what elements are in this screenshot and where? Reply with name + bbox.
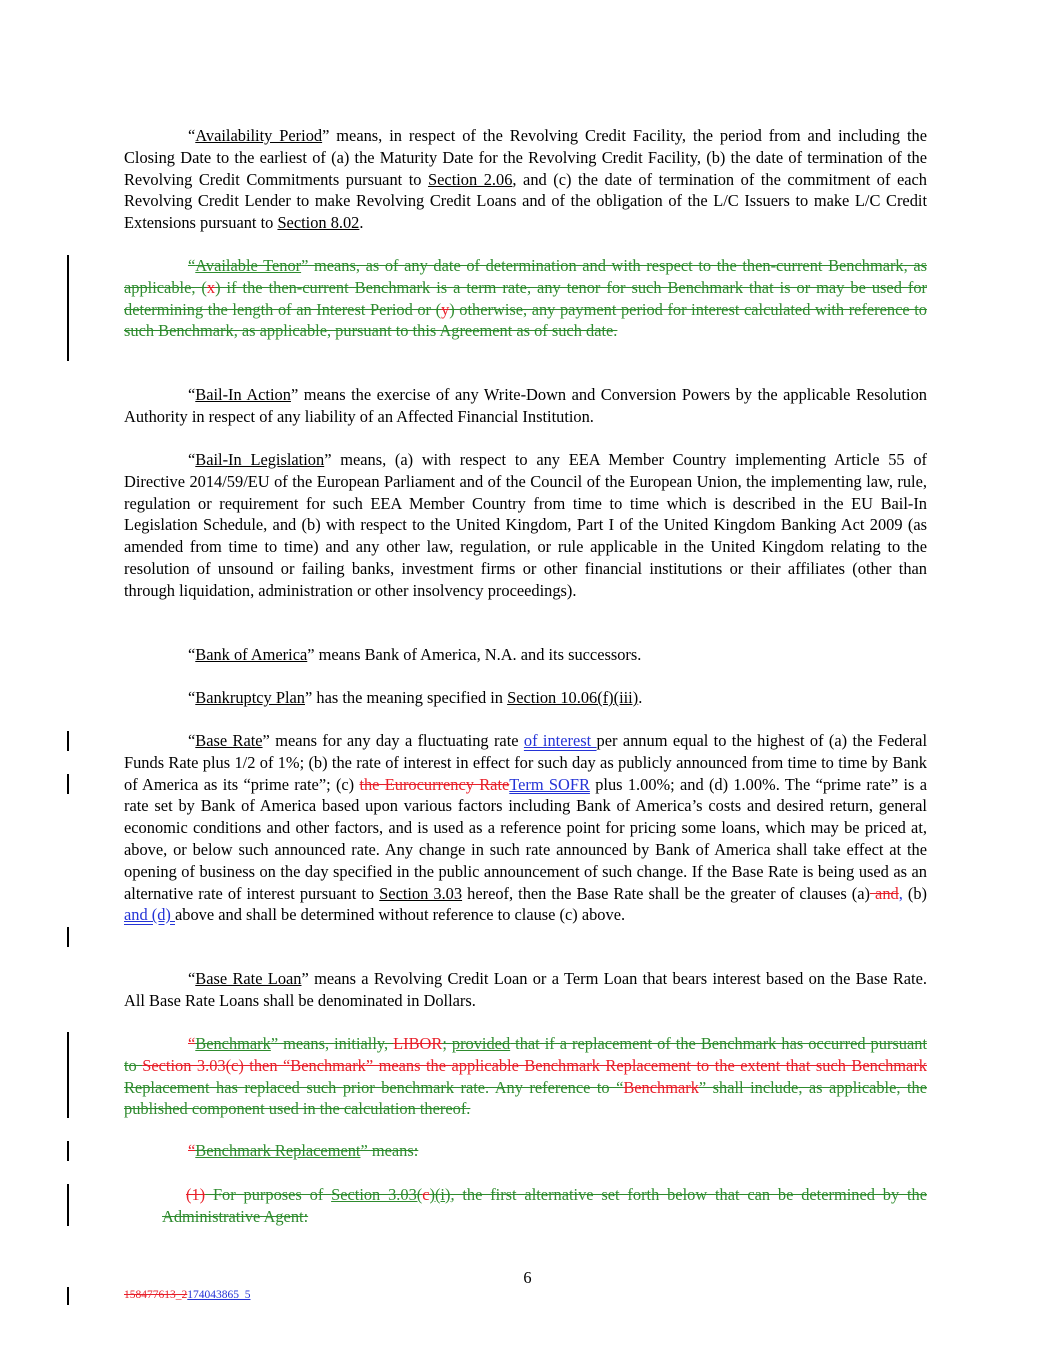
inserted-text: and (d) xyxy=(124,905,175,925)
defined-term: Bail-In Action xyxy=(195,385,291,404)
document-id-new: 174043865_5 xyxy=(187,1289,251,1301)
section-reference: Section 3.03 xyxy=(379,883,463,903)
inserted-text: , xyxy=(898,883,903,903)
section-reference: Section 3.03( xyxy=(331,1185,423,1204)
defined-term: Base Rate xyxy=(195,731,263,750)
definition-benchmark-deleted: “Benchmark” means, initially, LIBOR; provided that if a replacement of the Benchmark has occurred pursuant to Section 3.03(c) then “Benchmark” means the applicable Benchmark Replacement to the extent that such Benchmark Replacement has replaced such prior benchmark rate. Any reference to “Benchmark” shall include, as applicable, the published component used in the calculation thereof. xyxy=(124,1034,928,1119)
section-reference: Section 8.02 xyxy=(277,213,360,233)
definition-bail-in-action: “Bail-In Action” means the exercise of any Write-Down and Conversion Powers by the applicable Resolution Authority in respect of any liability of an Affected Financial Institution. xyxy=(124,385,928,426)
deleted-text: and xyxy=(869,883,899,903)
change-bar xyxy=(67,1184,69,1226)
defined-term: Base Rate Loan xyxy=(195,969,302,988)
page-number: 6 xyxy=(523,1268,532,1287)
defined-term: Benchmark xyxy=(195,1034,271,1053)
defined-term: Available Tenor xyxy=(195,256,302,275)
definition-bank-of-america: “Bank of America” means Bank of America, N.A. and its successors. xyxy=(188,645,642,664)
section-reference: Section 3.03(c) xyxy=(142,1055,244,1075)
change-bar xyxy=(67,927,69,947)
definition-bankruptcy-plan: “Bankruptcy Plan” has the meaning specified in Section 10.06(f)(iii). xyxy=(188,688,643,707)
section-reference: Section 2.06 xyxy=(428,169,513,189)
defined-term: Benchmark Replacement xyxy=(195,1141,361,1160)
definition-availability-period: “Availability Period” means, in respect of the Revolving Credit Facility, the period from and including the Closing Date to the earliest of (a) the Maturity Date for the Revolving Credit Facility, (b) the date of termination of the Revolving Credit Commitments pursuant to Section 2.06, and (c) the date of termination of the commitment of each Revolving Credit Lender to make Revolving Credit Loans and of the obligation of the L/C Issuers to make L/C Credit Extensions pursuant to Section 8.02. xyxy=(124,126,927,233)
change-bar xyxy=(67,1287,69,1305)
inserted-text: of interest xyxy=(523,731,597,750)
document-id-old: 158477613_2 xyxy=(124,1289,188,1301)
defined-term: Bankruptcy Plan xyxy=(195,688,305,707)
change-bar xyxy=(67,1032,69,1118)
definition-benchmark-replacement-deleted: “Benchmark Replacement” means: xyxy=(188,1141,419,1160)
document-id xyxy=(124,1289,251,1301)
benchmark-replacement-clause-1-deleted: (1) For purposes of Section 3.03(c)(i), the first alternative set forth below that can be determined by the Administrative Agent: xyxy=(162,1185,927,1226)
defined-term: Bail-In Legislation xyxy=(195,450,325,469)
change-bar xyxy=(67,255,69,361)
defined-term: Availability Period xyxy=(195,126,323,145)
change-bar xyxy=(67,774,69,794)
defined-term: Bank of America xyxy=(195,645,308,664)
change-bar xyxy=(67,731,69,751)
deleted-text: the Eurocurrency Rate xyxy=(359,774,510,794)
definition-base-rate: “Base Rate” means for any day a fluctuating rate of interest per annum equal to the highest of (a) the Federal Funds Rate plus 1/2 of 1%; (b) the rate of interest in effect for such day as publicly announced from time to time by Bank of America as its “prime rate”; (c) the Eurocurrency RateTerm SOFR plus 1.00%; and (d) 1.00%. The “prime rate” is a rate set by Bank of America based upon various factors including Bank of America’s costs and desired return, general economic conditions and other factors, and is used as a reference point for pricing some loans, which may be priced at, above, or below such announced rate. Any change in such rate announced by Bank of America shall take effect at the opening of business on the day specified in the public announcement of such change. If the Base Rate is being used as an alternative rate of interest pursuant to Section 3.03 hereof, then the Base Rate shall be the greater of clauses (a) and, (b) and (d) above and shall be determined without reference to clause (c) above. xyxy=(124,731,927,925)
definition-bail-in-legislation: “Bail-In Legislation” means, (a) with respect to any EEA Member Country implementing Article 55 of Directive 2014/59/EU of the European Parliament and of the Council of the European Union, the implementing law, rule, regulation or requirement for such EEA Member Country from time to time which is described in the EU Bail-In Legislation Schedule, and (b) with respect to the United Kingdom, Part I of the United Kingdom Banking Act 2009 (as amended from time to time) and any other law, regulation, or rule applicable in the United Kingdom relating to the resolution of unsound or failing banks, investment firms or other financial institutions or their affiliates (other than through liquidation, administration or other insolvency proceedings). xyxy=(124,450,927,600)
change-bar xyxy=(67,1141,69,1161)
section-reference: Section 10.06(f)(iii) xyxy=(507,688,639,707)
definition-base-rate-loan: “Base Rate Loan” means a Revolving Credit Loan or a Term Loan that bears interest based on the Base Rate. All Base Rate Loans shall be denominated in Dollars. xyxy=(124,969,927,1010)
definition-available-tenor-deleted: “Available Tenor” means, as of any date of determination and with respect to the then-current Benchmark, as applicable, (x) if the then-current Benchmark is a term rate, any tenor for such Benchmark that is or may be used for determining the length of an Interest Period or (y) otherwise, any payment period for interest calculated with reference to such Benchmark, as applicable, pursuant to this Agreement as of such date. xyxy=(124,256,927,341)
inserted-text: Term SOFR xyxy=(509,774,590,794)
